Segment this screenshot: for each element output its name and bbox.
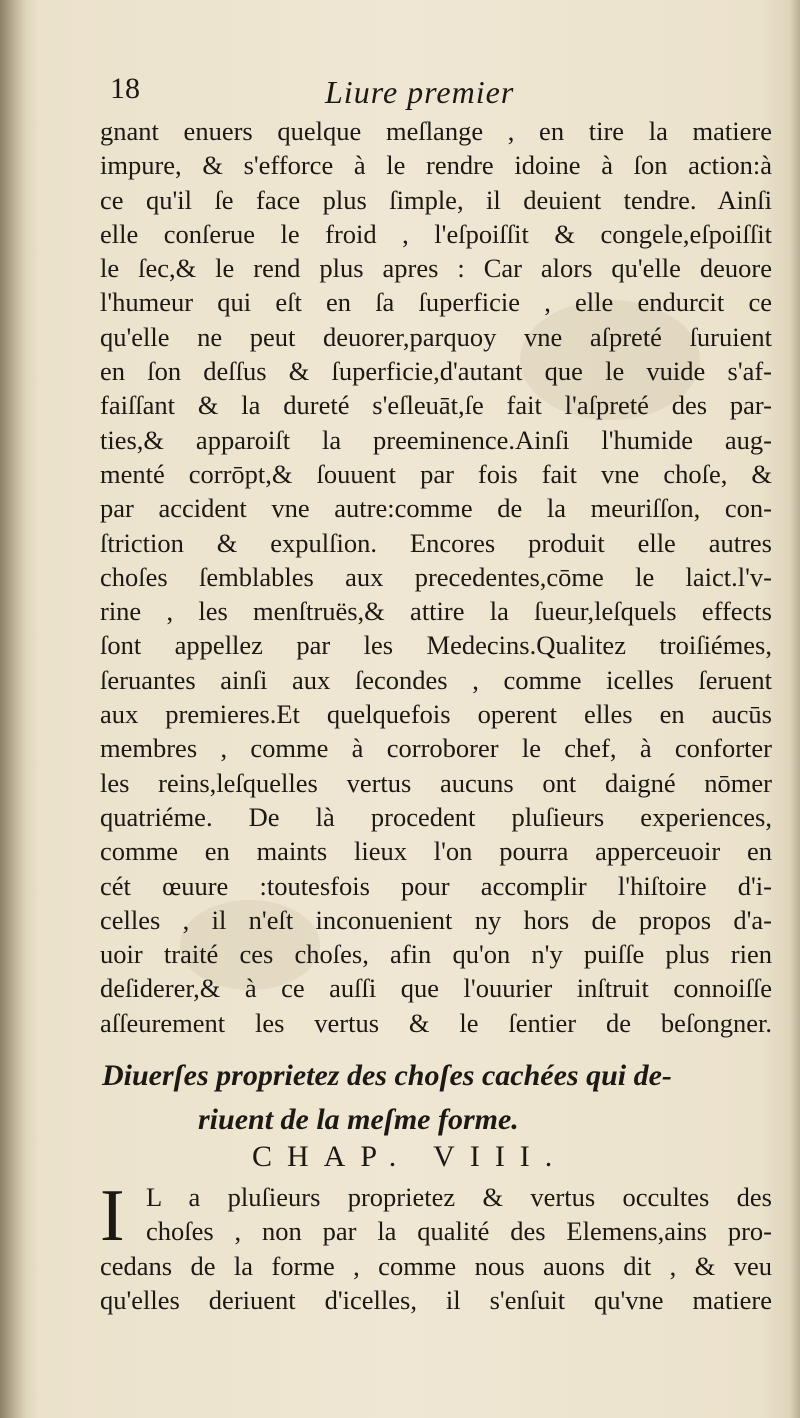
text-line: le ſec,& le rend plus apres : Car alors qu'elle deuore — [100, 253, 772, 284]
text-line: ſont appellez par les Medecins.Qualitez troiſiémes, — [100, 630, 772, 661]
text-line: choſes ſemblables aux precedentes,cōme le laict.l'v- — [100, 561, 772, 592]
text-line: en ſon deſſus & ſuperficie,d'autant que le vuide s'af- — [100, 356, 772, 387]
text-line: ſeruantes ainſi aux ſecondes , comme icelles ſeruent — [100, 664, 772, 695]
text-line: comme en maints lieux l'on pourra apperceuoir en — [100, 836, 772, 867]
text-line: gnant enuers quelque meſlange , en tire la matiere — [100, 116, 772, 146]
text-line: l'humeur qui eſt en ſa ſuperficie , elle endurcit ce — [100, 287, 772, 318]
text-line: L a pluſieurs proprietez & vertus occultes des — [146, 1182, 772, 1212]
page-number: 18 — [110, 72, 140, 105]
text-line: impure, & s'efforce à le rendre idoine à ſon action:à — [100, 150, 772, 181]
body-text — [100, 114, 772, 1040]
drop-capital: I — [100, 1175, 125, 1257]
chapter-text — [100, 1175, 772, 1317]
text-line: ce qu'il ſe face plus ſimple, il deuient tendre. Ainſi — [100, 184, 772, 215]
heading-line: Diuerſes proprietez des choſes cachées qui de- — [102, 1059, 672, 1092]
text-line: aux premieres.Et quelquefois operent elles en aucūs — [100, 699, 772, 730]
heading-line: riuent de la meſme forme. — [198, 1103, 519, 1136]
section-heading — [100, 1054, 772, 1142]
text-line: quatriéme. De là procedent pluſieurs experiences, — [100, 801, 772, 832]
text-line: qu'elles deriuent d'icelles, il s'enſuit qu'vne matiere — [100, 1284, 772, 1315]
gutter-shadow — [0, 0, 26, 1418]
text-line: celles , il n'eſt inconuenient ny hors de propos d'a- — [100, 904, 772, 935]
text-line: membres , comme à corroborer le chef, à conforter — [100, 733, 772, 764]
text-line: par accident vne autre:comme de la meuriſſon, con- — [100, 493, 772, 524]
text-line: qu'elle ne peut deuorer,parquoy vne aſpreté ſuruient — [100, 321, 772, 352]
text-line: cét œuure :toutesfois pour accomplir l'hiſtoire d'i- — [100, 870, 772, 901]
running-title: Liure premier — [325, 74, 515, 110]
text-line: ties,& apparoiſt la preeminence.Ainſi l'humide aug- — [100, 424, 772, 455]
text-line: les reins,leſquelles vertus aucuns ont daigné nōmer — [100, 767, 772, 798]
chapter-heading: CHAP. VIII. — [252, 1140, 568, 1173]
page-edge — [790, 0, 800, 1418]
text-line: choſes , non par la qualité des Elemens,ains pro- — [146, 1216, 772, 1247]
text-line: cedans de la forme , comme nous auons dit , & veu — [100, 1250, 772, 1281]
page-header — [110, 72, 710, 112]
text-line: aſſeurement les vertus & le ſentier de beſongner. — [100, 1007, 772, 1038]
text-line: uoir traité ces choſes, afin qu'on n'y puiſſe plus rien — [100, 939, 772, 970]
text-line: faiſſant & la dureté s'eſleuāt,ſe fait l'aſpreté des par- — [100, 390, 772, 421]
text-line: deſiderer,& à ce auſſi que l'ouurier inſtruit connoiſſe — [100, 973, 772, 1004]
text-line: elle conſerue le froid , l'eſpoiſſit & congele,eſpoiſſit — [100, 218, 772, 249]
text-line: ſtriction & expulſion. Encores produit elle autres — [100, 527, 772, 558]
text-line: menté corrōpt,& ſouuent par fois fait vne choſe, & — [100, 458, 772, 489]
text-line: rine , les menſtruës,& attire la ſueur,leſquels effects — [100, 596, 772, 627]
